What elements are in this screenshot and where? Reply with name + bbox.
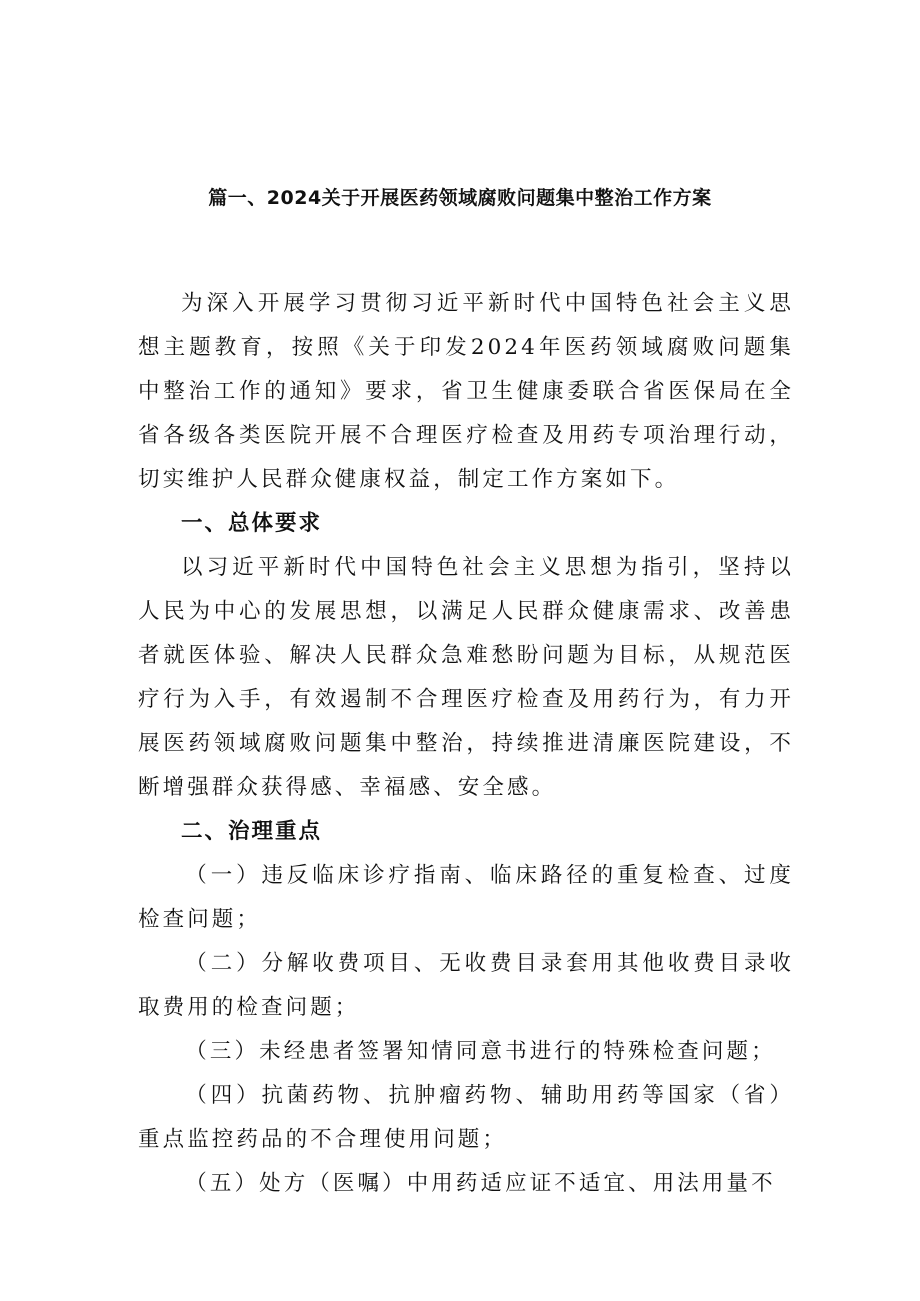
- document-body: [138, 282, 794, 1206]
- general-requirements-paragraph: 以习近平新时代中国特色社会主义思想为指引，坚持以人民为中心的发展思想，以满足人民群众健康需求、改善患者就医体验、解决人民群众急难愁盼问题为目标，从规范医疗行为入手，有效遏制不合理医疗检查及用药行为，有力开展医药领域腐败问题集中整治，持续推进清廉医院建设，不断增强群众获得感、幸福感、安全感。: [138, 555, 794, 800]
- intro-paragraph: 为深入开展学习贯彻习近平新时代中国特色社会主义思想主题教育，按照《关于印发2024年医药领域腐败问题集中整治工作的通知》要求，省卫生健康委联合省医保局在全省各级各类医院开展不合理医疗检查及用药专项治理行动，切实维护人民群众健康权益，制定工作方案如下。: [138, 291, 794, 492]
- section-heading-general-requirements: 一、总体要求: [181, 511, 323, 536]
- document-title: 篇一、2024关于开展医药领域腐败问题集中整治工作方案: [208, 187, 712, 209]
- list-item: （四）抗菌药物、抗肿瘤药物、辅助用药等国家（省）重点监控药品的不合理使用问题；: [138, 1083, 794, 1152]
- list-item: （二）分解收费项目、无收费目录套用其他收费目录收取费用的检查问题；: [138, 951, 794, 1020]
- section-heading-governance-focus: 二、治理重点: [181, 819, 323, 844]
- list-item: （一）违反临床诊疗指南、临床路径的重复检查、过度检查问题；: [138, 863, 794, 932]
- list-item: （三）未经患者签署知情同意书进行的特殊检查问题；: [185, 1039, 776, 1064]
- list-item: （五）处方（医嘱）中用药适应证不适宜、用法用量不: [185, 1171, 776, 1196]
